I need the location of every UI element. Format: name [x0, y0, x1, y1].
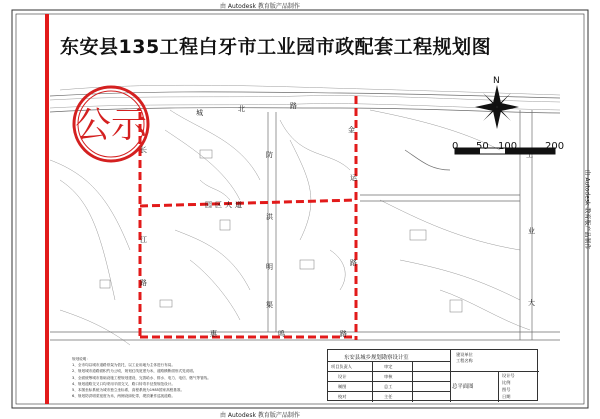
title-block	[327, 349, 538, 401]
tb-cell: 主任	[384, 394, 393, 399]
building-footprints	[100, 150, 462, 312]
road-label-char: 洪	[266, 213, 273, 221]
tb-cell: 比例	[502, 380, 511, 385]
road-label-char: 区	[215, 201, 222, 209]
title-block-org: 东安县城乡规划勘察设计室	[344, 355, 409, 361]
scale-tick-100: 100	[498, 141, 518, 152]
note-line: 2、规划城市道路面积约为公顷，规划红线宽度为米，道路横断面形式见说明。	[72, 369, 197, 374]
scale-tick-50: 50	[476, 141, 489, 152]
tb-cell: 日期	[502, 394, 511, 399]
tb-cell: 设计	[338, 374, 347, 379]
note-line: 4、规划道路交叉口均采用平面交叉，路口转弯半径按规范设计。	[72, 381, 175, 386]
road-label-char: 北	[238, 105, 245, 113]
north-label: N	[493, 76, 500, 86]
north-arrow-icon	[475, 76, 519, 129]
road-label-char: 金	[348, 126, 355, 134]
road-label-char: 路	[350, 259, 357, 267]
planned-road-middle	[140, 200, 356, 206]
planned-roads	[140, 96, 356, 340]
road-label-char: 工	[526, 151, 533, 159]
tb-cell: 审定	[384, 364, 393, 369]
road-label-char: 大	[225, 201, 232, 209]
scale-tick-0: 0	[452, 141, 459, 152]
tb-cell: 设计号	[502, 373, 515, 378]
note-line: 6、规划防洪明渠宽度为米，两侧设绿化带，堤顶兼作巡视道路。	[72, 394, 175, 399]
inner-frame	[16, 14, 584, 404]
road-label-char: 路	[340, 330, 347, 338]
road-label-char: 道	[235, 201, 242, 209]
road-label-char: 大	[528, 299, 535, 307]
road-label-char: 园	[205, 201, 212, 209]
watermark-top: 由 Autodesk 教育版产品制作	[220, 3, 300, 10]
note-line: 3、全面统筹城市基础设施工程规划建设，完善给水、排水、电力、电信、燃气等管线。	[72, 375, 211, 380]
drawing-title: 东安县135工程白牙市工业园市政配套工程规划图	[60, 36, 492, 58]
scale-tick-200: 200	[545, 141, 565, 152]
tb-cell: 项目负责人	[331, 364, 352, 369]
stamp-text: 公示	[74, 105, 148, 146]
stamp-gongshi	[74, 87, 148, 161]
note-line: 5、本图坐标系统为城市独立坐标系，高程系统为1985国家高程基准。	[72, 388, 185, 393]
road-label-char: 长	[140, 146, 147, 154]
road-label-char: 鸣	[278, 330, 285, 338]
title-block-project: 工程名称	[456, 358, 473, 363]
title-block-client: 建设单位	[456, 352, 473, 357]
road-label-char: 明	[266, 263, 273, 271]
tb-cell: 总工	[384, 384, 393, 389]
tb-cell: 审核	[384, 374, 393, 379]
note-line: 规划说明：	[72, 357, 90, 361]
road-label-char: 江	[140, 236, 147, 244]
road-label-char: 城	[196, 109, 203, 117]
road-label-char: 路	[140, 279, 147, 287]
road-label-char: 运	[350, 174, 357, 182]
road-label-char: 业	[528, 227, 535, 235]
tb-cell: 制图	[338, 384, 347, 389]
watermark-right: 由 Autodesk 教育版产品制作	[583, 169, 591, 250]
drawing-name: 总平面图	[452, 384, 474, 390]
tb-cell: 图号	[502, 387, 511, 392]
road-label-char: 惠	[210, 330, 217, 338]
planning-notes	[72, 356, 324, 399]
watermark-bottom: 由 Autodesk 教育版产品制作	[220, 412, 300, 419]
road-label-char: 防	[266, 151, 273, 159]
road-label-char: 路	[290, 102, 297, 110]
tb-cell: 校对	[338, 394, 347, 399]
road-label-char: 渠	[266, 301, 273, 309]
note-line: 1、全市均以城市道路骨架为依托，以工业用地为主体进行布局。	[72, 363, 175, 368]
